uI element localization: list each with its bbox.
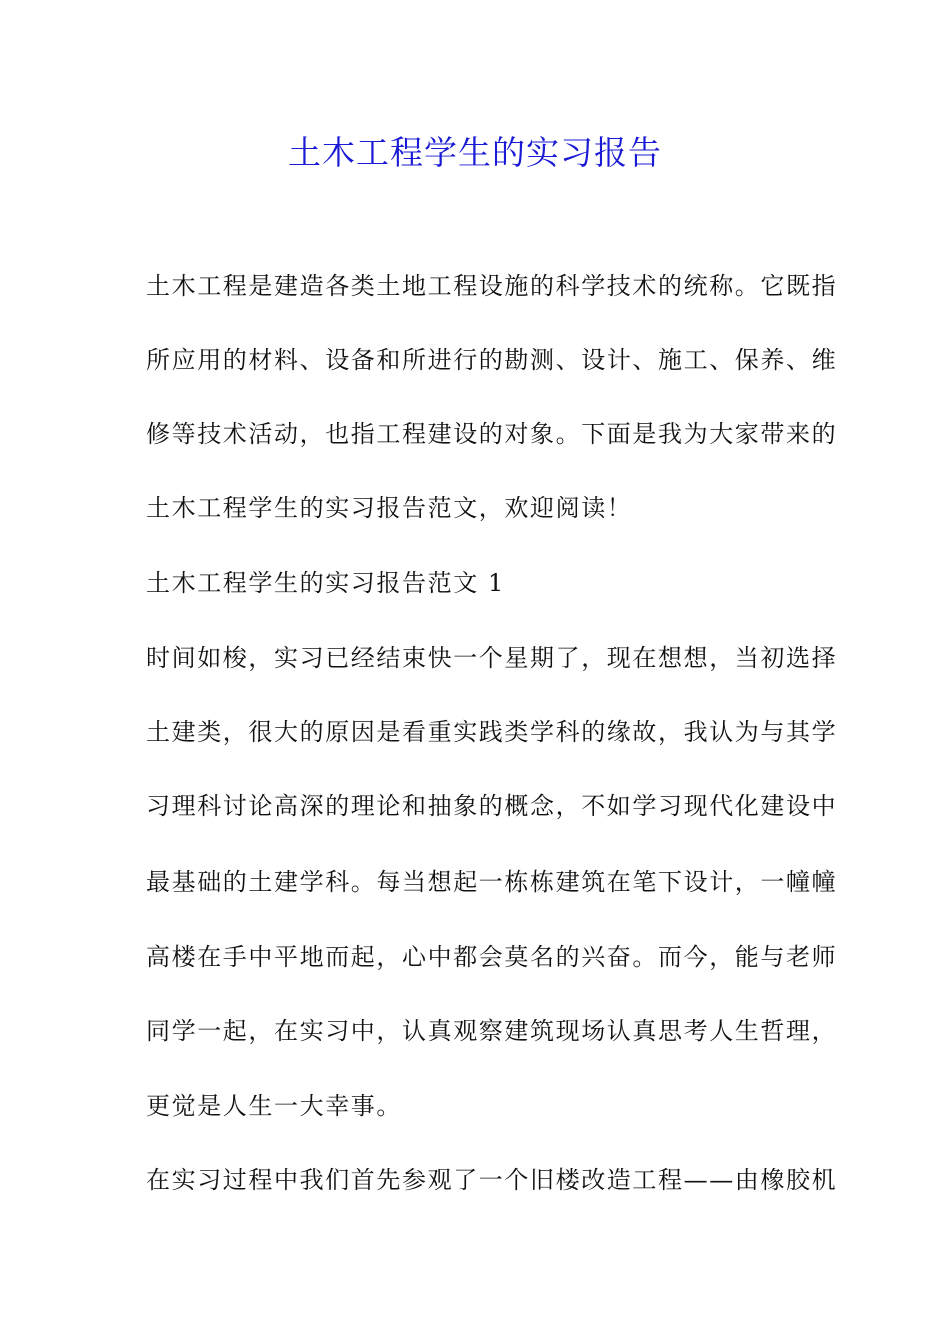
paragraph-line: 土建类，很大的原因是看重实践类学科的缘故，我认为与其学 [146, 718, 838, 746]
paragraph-line: 高楼在手中平地而起，心中都会莫名的兴奋。而今，能与老师 [146, 943, 838, 971]
document-title: 土木工程学生的实习报告 [288, 133, 662, 172]
paragraph-line: 习理科讨论高深的理论和抽象的概念，不如学习现代化建设中 [146, 792, 838, 820]
paragraph-line: 时间如梭，实习已经结束快一个星期了，现在想想，当初选择 [146, 644, 838, 672]
paragraph-line: 所应用的材料、设备和所进行的勘测、设计、施工、保养、维 [146, 346, 838, 374]
paragraph-line: 土木工程学生的实习报告范文，欢迎阅读！ [146, 494, 633, 522]
paragraph-line: 土木工程是建造各类土地工程设施的科学技术的统称。它既指 [146, 272, 838, 300]
paragraph-line: 修等技术活动，也指工程建设的对象。下面是我为大家带来的 [146, 420, 838, 448]
paragraph-line: 同学一起，在实习中，认真观察建筑现场认真思考人生哲理， [146, 1017, 838, 1045]
paragraph-line: 在实习过程中我们首先参观了一个旧楼改造工程——由橡胶机 [146, 1166, 838, 1194]
paragraph-line: 更觉是人生一大幸事。 [146, 1092, 402, 1120]
section-heading: 土木工程学生的实习报告范文 1 [146, 569, 505, 597]
paragraph-line: 最基础的土建学科。每当想起一栋栋建筑在笔下设计，一幢幢 [146, 868, 838, 896]
